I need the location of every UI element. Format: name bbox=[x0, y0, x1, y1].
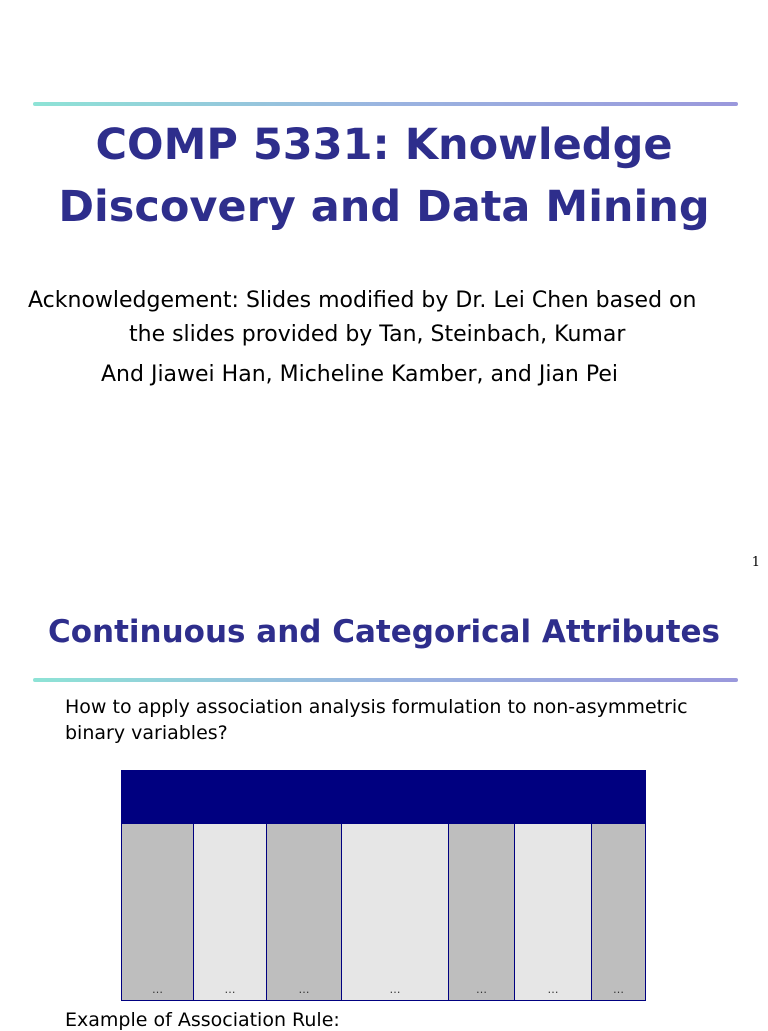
slide-title: Continuous and Categorical Attributes bbox=[47, 614, 720, 650]
table-column-6 bbox=[515, 824, 592, 1000]
ellipsis: … bbox=[152, 983, 163, 996]
table-column-7 bbox=[592, 824, 645, 1000]
ellipsis: … bbox=[224, 983, 236, 996]
question-line-1: How to apply association analysis formulation to non-asymmetric bbox=[65, 696, 688, 718]
slide-title-line-1: COMP 5331: Knowledge bbox=[95, 120, 673, 170]
ellipsis: … bbox=[389, 983, 401, 996]
title-rule bbox=[33, 678, 738, 682]
example-label: Example of Association Rule: bbox=[65, 1009, 340, 1031]
title-rule bbox=[33, 102, 738, 106]
slide-title-line-2: Discovery and Data Mining bbox=[58, 182, 710, 232]
table-column-5 bbox=[449, 824, 515, 1000]
acknowledgement-line-1: Acknowledgement: Slides modified by Dr. Lei Chen based on bbox=[28, 288, 697, 313]
slide-2 bbox=[0, 580, 768, 1031]
acknowledgement-line-2: the slides provided by Tan, Steinbach, Kumar bbox=[129, 322, 626, 347]
table-column-1 bbox=[122, 824, 194, 1000]
acknowledgement-line-3: And Jiawei Han, Micheline Kamber, and Jian Pei bbox=[101, 362, 618, 387]
question-text bbox=[65, 694, 705, 746]
table-column-3 bbox=[267, 824, 342, 1000]
ellipsis: … bbox=[613, 983, 624, 996]
question-line-2: binary variables? bbox=[65, 722, 228, 744]
ellipsis: … bbox=[298, 983, 310, 996]
table-header bbox=[122, 771, 645, 824]
ellipsis: … bbox=[476, 983, 487, 996]
data-table bbox=[121, 770, 646, 1001]
table-column-2 bbox=[194, 824, 267, 1000]
table-column-4 bbox=[342, 824, 449, 1000]
page-number: 1 bbox=[751, 555, 760, 570]
ellipsis: … bbox=[547, 983, 559, 996]
